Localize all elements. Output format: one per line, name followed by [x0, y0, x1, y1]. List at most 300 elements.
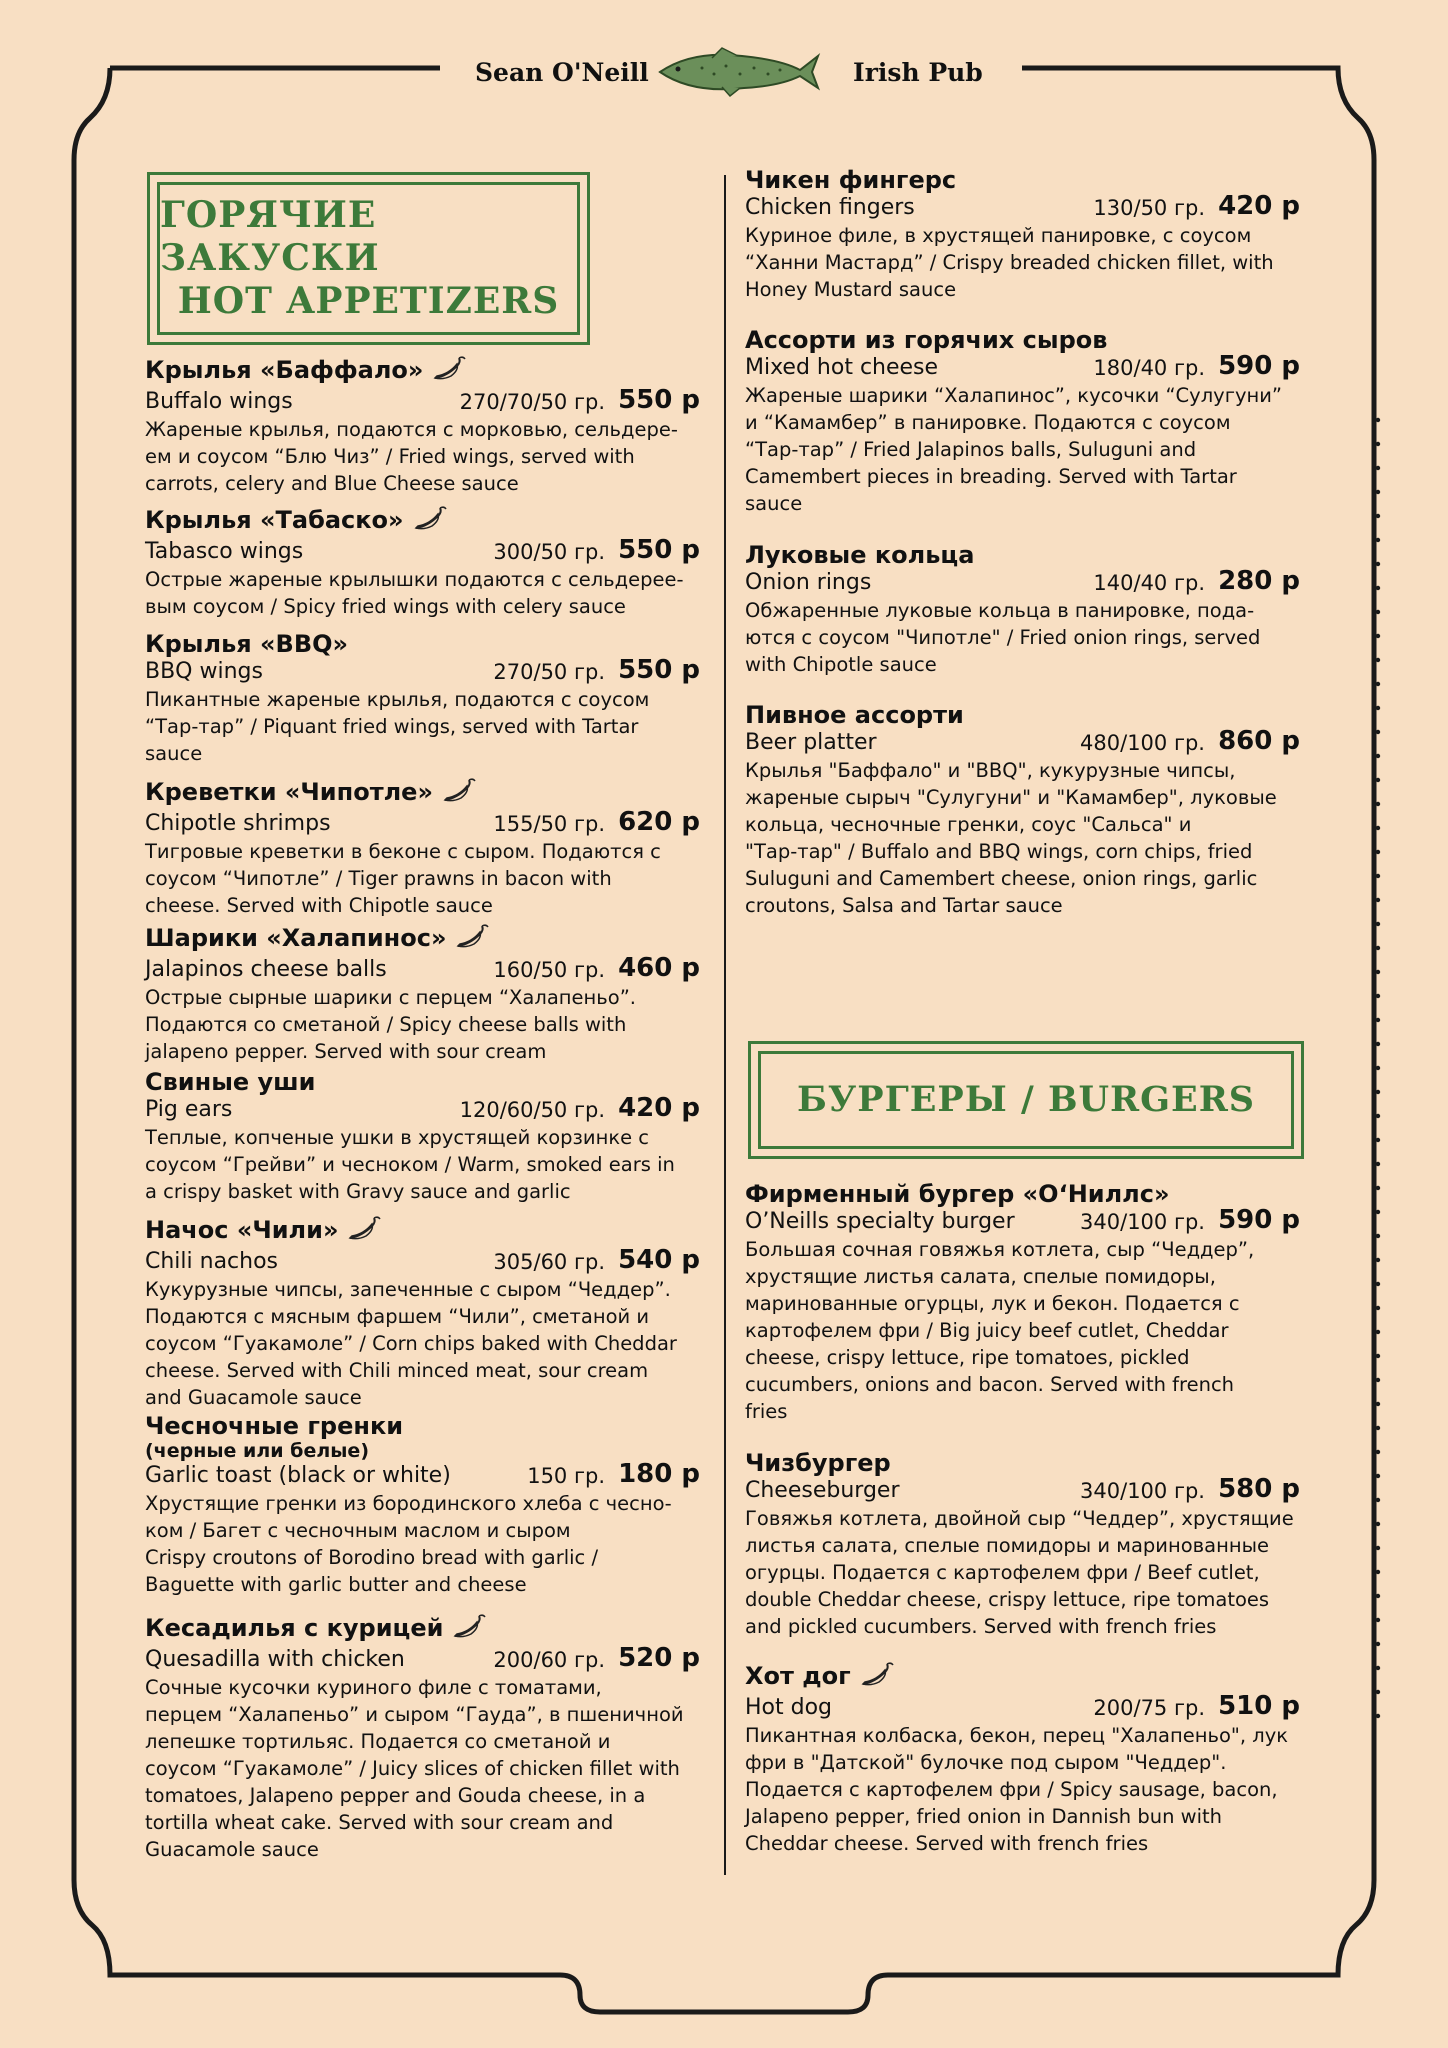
frame-dot — [72, 1666, 76, 1670]
frame-dot — [1376, 1642, 1380, 1646]
frame-dot — [1376, 1306, 1380, 1310]
frame-dot — [72, 970, 76, 974]
description-line: соусом “Грейви” и чесноком / Warm, smoked ears in — [145, 1153, 675, 1176]
frame-dot — [72, 1234, 76, 1238]
description-line: лепешке тортильяс. Подается со сметаной и — [145, 1730, 611, 1753]
description-line: “Тар-тар” / Fried Jalapinos balls, Suluguni and — [745, 438, 1197, 461]
description-line: croutons, Salsa and Tartar sauce — [745, 894, 1063, 917]
dish-price: 580 р — [1218, 1474, 1300, 1504]
frame-dot — [72, 1498, 76, 1502]
description-line: Острые сырные шарики с перцем “Халапеньо”. — [145, 986, 636, 1009]
description-line: fries — [745, 1400, 788, 1423]
dish-name-ru-text: Чесночные гренки — [145, 1412, 404, 1440]
menu-item — [145, 1068, 700, 1205]
dish-description — [745, 1236, 1300, 1425]
dish-price: 590 р — [1218, 351, 1300, 381]
description-line: Теплые, копченые ушки в хрустящей корзинке с — [145, 1126, 650, 1149]
dish-info-row — [745, 1205, 1300, 1236]
dish-description — [145, 416, 700, 497]
dish-weight: 200/60 гр. — [493, 1648, 605, 1672]
description-line: Острые жареные крылышки подаются с сельдерее- — [145, 568, 684, 591]
frame-dot — [72, 994, 76, 998]
dish-weight: 150 гр. — [527, 1464, 605, 1488]
dish-price: 550 р — [618, 535, 700, 565]
description-line: Говяжья котлета, двойной сыр “Чеддер”, хрустящие — [745, 1507, 1294, 1530]
dish-name-ru — [145, 630, 700, 658]
description-line: Кукурузные чипсы, запеченные с сыром “Чеддер”. — [145, 1278, 671, 1301]
description-line: хрустящие листья салата, спелые помидоры, — [745, 1265, 1216, 1288]
frame-dot — [1376, 1234, 1380, 1238]
frame-dot — [1376, 1594, 1380, 1598]
frame-dot — [72, 1018, 76, 1022]
frame-dot — [72, 418, 76, 422]
dish-name-ru-text: Хот дог — [745, 1662, 851, 1690]
frame-dot — [72, 1258, 76, 1262]
description-line: sauce — [745, 492, 803, 515]
dish-description — [745, 757, 1300, 919]
dish-info-row — [145, 807, 700, 838]
frame-dot — [1376, 1162, 1380, 1166]
frame-dot — [1376, 1090, 1380, 1094]
frame-dot — [1376, 1114, 1380, 1118]
description-line: Jalapeno pepper, fried onion in Dannish bun with — [745, 1805, 1222, 1828]
dish-weight: 180/40 гр. — [1093, 356, 1205, 380]
menu-item — [145, 776, 700, 919]
section-title-ru: ГОРЯЧИЕ ЗАКУСКИ — [160, 193, 380, 279]
chili-pepper-icon — [410, 504, 450, 538]
frame-dot — [72, 1546, 76, 1550]
dish-description — [145, 1674, 700, 1863]
dish-description — [745, 597, 1300, 678]
dish-name-ru-text: Ассорти из горячих сыров — [745, 326, 1108, 354]
frame-dot — [1376, 1522, 1380, 1526]
dish-name-en: Mixed hot cheese — [745, 355, 939, 380]
frame-dot — [1376, 514, 1380, 518]
description-line: ются с соусом "Чипотле" / Fried onion rings, served — [745, 626, 1261, 649]
dish-description — [145, 984, 700, 1065]
chili-pepper-icon — [857, 1660, 897, 1694]
frame-dot — [1376, 1714, 1380, 1718]
dish-name-ru — [145, 922, 700, 956]
dish-name-en: Cheeseburger — [745, 1478, 900, 1503]
frame-dot — [1376, 490, 1380, 494]
description-line: Honey Mustard sauce — [745, 278, 957, 301]
dish-weight: 340/100 гр. — [1080, 1210, 1205, 1234]
menu-item — [145, 630, 700, 767]
dish-price: 420 р — [1218, 191, 1300, 221]
description-line: ем и соусом “Блю Чиз” / Fried wings, served with — [145, 445, 635, 468]
frame-dot — [1376, 1258, 1380, 1262]
dish-name-en: Quesadilla with chicken — [145, 1647, 405, 1672]
dish-name-ru-text: Фирменный бургер «О‘Ниллс» — [745, 1180, 1170, 1208]
frame-dot — [1376, 778, 1380, 782]
dish-weight: 130/50 гр. — [1093, 196, 1205, 220]
description-line: Camembert pieces in breading. Served with Tartar — [745, 465, 1237, 488]
dish-price: 180 р — [618, 1459, 700, 1489]
menu-item — [145, 1412, 700, 1598]
dish-description — [745, 1722, 1300, 1857]
frame-dot — [1376, 994, 1380, 998]
dish-name-ru — [145, 1412, 700, 1440]
dish-price: 280 р — [1218, 566, 1300, 596]
description-line: ком / Багет с чесночным маслом и сыром — [145, 1519, 571, 1542]
description-line: Жареные крылья, подаются с морковью, сельдере- — [145, 418, 678, 441]
dish-info-row — [745, 351, 1300, 382]
description-line: tomatoes, Jalapeno pepper and Gouda cheese, in a — [145, 1784, 646, 1807]
frame-dot — [72, 1522, 76, 1526]
frame-dot — [1376, 898, 1380, 902]
description-line: Крылья "Баффало" и "BBQ", кукурузные чипсы, — [745, 759, 1236, 782]
frame-dot — [72, 706, 76, 710]
menu-header — [0, 44, 1448, 104]
dish-name-ru-text: Свиные уши — [145, 1068, 316, 1096]
frame-dot — [1376, 1402, 1380, 1406]
dish-weight: 270/70/50 гр. — [459, 390, 605, 414]
description-line: Cheddar cheese. Served with french fries — [745, 1832, 1149, 1855]
description-line: “Ханни Мастард” / Crispy breaded chicken fillet, with — [745, 251, 1274, 274]
description-line: cheese, crispy lettuce, ripe tomatoes, pickled — [745, 1346, 1190, 1369]
frame-dot — [72, 1066, 76, 1070]
description-line: соусом “Гуакамоле” / Juicy slices of chicken fillet with — [145, 1757, 680, 1780]
menu-item — [145, 922, 700, 1065]
frame-dot — [1376, 634, 1380, 638]
chili-pepper-icon — [452, 922, 492, 956]
description-line: Baguette with garlic butter and cheese — [145, 1573, 527, 1596]
frame-dot — [72, 1210, 76, 1214]
frame-dot — [1376, 1018, 1380, 1022]
frame-dot — [1376, 1426, 1380, 1430]
description-line: Подаются с мясным фаршем “Чили”, сметаной и — [145, 1305, 650, 1328]
frame-dot — [72, 682, 76, 686]
description-line: Жареные шарики “Халапинос”, кусочки “Сулугуни” — [745, 384, 1283, 407]
frame-dot — [72, 586, 76, 590]
description-line: перцем “Халапеньо” и сыром “Гауда”, в пшеничной — [145, 1703, 684, 1726]
burgers-section-title: БУРГЕРЫ / BURGERS — [796, 1079, 1256, 1120]
frame-dot — [1376, 538, 1380, 542]
dish-info-row — [145, 1643, 700, 1674]
dish-description — [145, 1124, 700, 1205]
dish-weight: 140/40 гр. — [1093, 571, 1205, 595]
description-line: Пикантные жареные крылья, подаются с соусом — [145, 688, 650, 711]
frame-dot — [1376, 1546, 1380, 1550]
description-line: and Guacamole sauce — [145, 1386, 362, 1409]
frame-dot — [72, 1450, 76, 1454]
dish-name-en: Garlic toast (black or white) — [145, 1463, 451, 1488]
dish-name-ru-text: Чизбургер — [745, 1449, 891, 1477]
frame-dot — [72, 610, 76, 614]
dish-description — [145, 686, 700, 767]
description-line: фри в "Датской" булочке под сыром "Чеддер". — [745, 1751, 1227, 1774]
description-line: tortilla wheat cake. Served with sour cream and — [145, 1811, 614, 1834]
description-line: Обжаренные луковые кольца в панировке, пода- — [745, 599, 1255, 622]
dish-name-ru-text: Крылья «Табаско» — [145, 506, 404, 534]
dish-price: 550 р — [618, 385, 700, 415]
description-line: a crispy basket with Gravy sauce and garlic — [145, 1180, 571, 1203]
description-line: Большая сочная говяжья котлета, сыр “Чеддер”, — [745, 1238, 1255, 1261]
dish-name-ru-text: Чикен фингерс — [745, 166, 957, 194]
frame-dot — [1376, 1282, 1380, 1286]
frame-dot — [1376, 850, 1380, 854]
frame-dot — [1376, 1330, 1380, 1334]
chili-pepper-icon — [449, 1612, 489, 1646]
dish-name-en: Jalapinos cheese balls — [145, 957, 387, 982]
dish-info-row — [145, 1245, 700, 1276]
description-line: Куриное филе, в хрустящей панировке, с соусом — [745, 224, 1252, 247]
description-line: with Chipotle sauce — [745, 653, 937, 676]
frame-dot — [1376, 610, 1380, 614]
description-line: Guacamole sauce — [145, 1838, 319, 1861]
dish-price: 510 р — [1218, 1691, 1300, 1721]
description-line: sauce — [145, 742, 203, 765]
frame-dot — [1376, 1066, 1380, 1070]
description-line: картофелем фри / Big juicy beef cutlet, Cheddar — [745, 1319, 1229, 1342]
dish-weight: 340/100 гр. — [1080, 1479, 1205, 1503]
description-line: cucumbers, onions and bacon. Served with french — [745, 1373, 1235, 1396]
dish-name-ru — [145, 354, 700, 388]
pub-name-right: Irish Pub — [853, 58, 983, 87]
dish-price: 460 р — [618, 953, 700, 983]
dish-name-ru-text: Луковые кольца — [745, 541, 975, 569]
dish-price: 420 р — [618, 1093, 700, 1123]
dish-name-ru-subtitle: (черные или белые) — [145, 1440, 370, 1462]
dish-name-en: Chipotle shrimps — [145, 811, 331, 836]
frame-dot — [1376, 1618, 1380, 1622]
dish-name-ru — [145, 1612, 700, 1646]
description-line: cheese. Served with Chili minced meat, sour cream — [145, 1359, 649, 1382]
frame-dot — [72, 1186, 76, 1190]
dish-info-row — [745, 191, 1300, 222]
dish-weight: 480/100 гр. — [1080, 731, 1205, 755]
frame-dot — [72, 562, 76, 566]
dish-name-ru — [745, 166, 1300, 194]
hot-appetizers-title-box — [147, 172, 590, 345]
frame-dot — [72, 1402, 76, 1406]
description-line: Crispy croutons of Borodino bread with garlic / — [145, 1546, 599, 1569]
dish-name-ru-text: Крылья «Баффало» — [145, 356, 424, 384]
frame-dot — [1376, 658, 1380, 662]
frame-dot — [72, 1594, 76, 1598]
chili-pepper-icon — [429, 354, 469, 388]
dish-weight: 300/50 гр. — [493, 540, 605, 564]
menu-item — [745, 1180, 1300, 1425]
frame-dot — [1376, 466, 1380, 470]
frame-dot — [72, 1090, 76, 1094]
frame-dot — [1376, 1570, 1380, 1574]
dish-name-en: Pig ears — [145, 1097, 233, 1122]
frame-dot — [1376, 730, 1380, 734]
frame-dot — [72, 1642, 76, 1646]
dish-name-en: Tabasco wings — [145, 539, 304, 564]
dish-name-ru — [145, 504, 700, 538]
frame-dot — [1376, 442, 1380, 446]
frame-dot — [72, 538, 76, 542]
frame-dot — [1376, 1354, 1380, 1358]
frame-dot — [1376, 562, 1380, 566]
frame-dot — [72, 1426, 76, 1430]
frame-dot — [1376, 1378, 1380, 1382]
dish-price: 590 р — [1218, 1205, 1300, 1235]
frame-dot — [72, 754, 76, 758]
dish-name-ru-text: Креветки «Чипотле» — [145, 778, 433, 806]
frame-dot — [72, 946, 76, 950]
dish-description — [145, 838, 700, 919]
dish-name-en: O’Neills specialty burger — [745, 1209, 1015, 1234]
frame-dot — [72, 1618, 76, 1622]
menu-item — [745, 166, 1300, 303]
dish-info-row — [145, 1093, 700, 1124]
description-line: кольца, чесночные гренки, соус "Сальса" и — [745, 813, 1192, 836]
dish-name-ru — [745, 541, 1300, 569]
dish-info-row — [145, 535, 700, 566]
frame-dot — [1376, 1186, 1380, 1190]
dish-info-row — [145, 1459, 700, 1490]
dish-name-en: Chicken fingers — [745, 195, 915, 220]
description-line: Хрустящие гренки из бородинского хлеба с чесно- — [145, 1492, 672, 1515]
description-line: Подается с картофелем фри / Spicy sausage, bacon, — [745, 1778, 1278, 1801]
section-title-en: HOT APPETIZERS — [177, 280, 560, 323]
dish-weight: 120/60/50 гр. — [459, 1098, 605, 1122]
dish-price: 540 р — [618, 1245, 700, 1275]
frame-dot — [72, 1114, 76, 1118]
description-line: Подаются со сметаной / Spicy cheese balls with — [145, 1013, 627, 1036]
dish-name-ru — [745, 326, 1300, 354]
frame-dot — [72, 1714, 76, 1718]
description-line: “Тар-тар” / Piquant fried wings, served with Tartar — [145, 715, 639, 738]
menu-item — [145, 1612, 700, 1863]
frame-dot — [1376, 754, 1380, 758]
dish-name-ru — [145, 776, 700, 810]
dish-weight: 270/50 гр. — [493, 660, 605, 684]
dish-name-ru-text: Крылья «BBQ» — [145, 630, 349, 658]
menu-item — [745, 541, 1300, 678]
frame-dot — [72, 514, 76, 518]
description-line: carrots, celery and Blue Cheese sauce — [145, 472, 519, 495]
dish-name-en: Chili nachos — [145, 1249, 279, 1274]
dish-name-ru-text: Шарики «Халапинос» — [145, 924, 447, 952]
description-line: cheese. Served with Chipotle sauce — [145, 894, 493, 917]
frame-dot — [72, 1306, 76, 1310]
description-line: маринованные огурцы, лук и бекон. Подается с — [745, 1292, 1240, 1315]
frame-dot — [1376, 946, 1380, 950]
chili-pepper-icon — [439, 776, 479, 810]
frame-dot — [72, 898, 76, 902]
fish-icon — [652, 44, 822, 100]
chili-pepper-icon — [344, 1214, 384, 1248]
description-line: and pickled cucumbers. Served with french fries — [745, 1615, 1217, 1638]
frame-dot — [72, 1330, 76, 1334]
frame-dot — [1376, 418, 1380, 422]
menu-item — [745, 1660, 1300, 1857]
description-line: double Cheddar cheese, crispy lettuce, ripe tomatoes — [745, 1588, 1270, 1611]
frame-dot — [1376, 1210, 1380, 1214]
frame-dot — [72, 802, 76, 806]
dish-info-row — [745, 1691, 1300, 1722]
description-line: jalapeno pepper. Served with sour cream — [145, 1040, 547, 1063]
frame-dot — [72, 466, 76, 470]
frame-dot — [1376, 1666, 1380, 1670]
dish-description — [145, 1490, 700, 1598]
frame-dot — [72, 826, 76, 830]
description-line: вым соусом / Spicy fried wings with celery sauce — [145, 595, 626, 618]
frame-dot — [72, 1138, 76, 1142]
dish-info-row — [145, 953, 700, 984]
frame-dot — [1376, 802, 1380, 806]
description-line: соусом “Гуакамоле” / Corn chips baked with Cheddar — [145, 1332, 677, 1355]
frame-dot — [72, 778, 76, 782]
frame-dot — [72, 1162, 76, 1166]
frame-dot — [1376, 1690, 1380, 1694]
description-line: листья салата, спелые помидоры и маринованные — [745, 1534, 1269, 1557]
menu-item — [145, 504, 700, 620]
frame-dot — [72, 1690, 76, 1694]
dish-weight: 160/50 гр. — [493, 958, 605, 982]
dish-description — [145, 566, 700, 620]
frame-dot — [72, 1354, 76, 1358]
dish-name-ru — [145, 1068, 700, 1096]
frame-dot — [72, 658, 76, 662]
frame-dot — [1376, 922, 1380, 926]
dish-weight: 155/50 гр. — [493, 812, 605, 836]
dish-info-row — [145, 385, 700, 416]
frame-dot — [1376, 1042, 1380, 1046]
dish-name-ru-text: Кесадилья с курицей — [145, 1614, 444, 1642]
frame-dot — [72, 730, 76, 734]
frame-dot — [1376, 1474, 1380, 1478]
dish-name-en: Hot dog — [745, 1695, 833, 1720]
dish-info-row — [145, 655, 700, 686]
dish-name-en: BBQ wings — [145, 659, 263, 684]
dish-name-en: Buffalo wings — [145, 389, 293, 414]
frame-dot — [72, 1474, 76, 1478]
description-line: "Тар-тар" / Buffalo and BBQ wings, corn chips, fried — [745, 840, 1253, 863]
frame-dot — [72, 1282, 76, 1286]
frame-dot — [1376, 586, 1380, 590]
dish-name-ru — [745, 1449, 1300, 1477]
frame-dot — [1376, 682, 1380, 686]
frame-dot — [72, 922, 76, 926]
frame-dot — [72, 1378, 76, 1382]
dish-info-row — [745, 1474, 1300, 1505]
dish-price: 520 р — [618, 1643, 700, 1673]
description-line: жареные сырыч "Сулугуни" и "Камамбер", луковые — [745, 786, 1277, 809]
description-line: Пикантная колбаска, бекон, перец "Халапеньо", лук — [745, 1724, 1289, 1747]
dish-price: 860 р — [1218, 726, 1300, 756]
frame-dot — [72, 634, 76, 638]
menu-item — [145, 354, 700, 497]
dish-name-ru-text: Пивное ассорти — [745, 701, 964, 729]
frame-dot — [1376, 1450, 1380, 1454]
description-line: Сочные кусочки куриного филе с томатами, — [145, 1676, 602, 1699]
frame-dot — [1376, 1498, 1380, 1502]
frame-dot — [1376, 706, 1380, 710]
dish-name-ru — [745, 1180, 1300, 1208]
frame-dot — [72, 490, 76, 494]
burgers-title-box — [748, 1041, 1304, 1159]
frame-dot — [72, 1042, 76, 1046]
frame-dot — [1376, 874, 1380, 878]
dish-name-en: Beer platter — [745, 730, 877, 755]
description-line: соусом “Чипотле” / Tiger prawns in bacon with — [145, 867, 612, 890]
description-line: и “Камамбер” в панировке. Подаются с соусом — [745, 411, 1231, 434]
pub-name-left: Sean O'Neill — [475, 58, 649, 87]
dish-name-ru — [145, 1214, 700, 1248]
dish-info-row — [745, 566, 1300, 597]
dish-name-ru-text: Начос «Чили» — [145, 1216, 339, 1244]
dish-name-ru — [745, 701, 1300, 729]
dish-weight: 200/75 гр. — [1093, 1696, 1205, 1720]
description-line: Suluguni and Camembert cheese, onion rings, garlic — [745, 867, 1258, 890]
menu-item — [745, 326, 1300, 517]
